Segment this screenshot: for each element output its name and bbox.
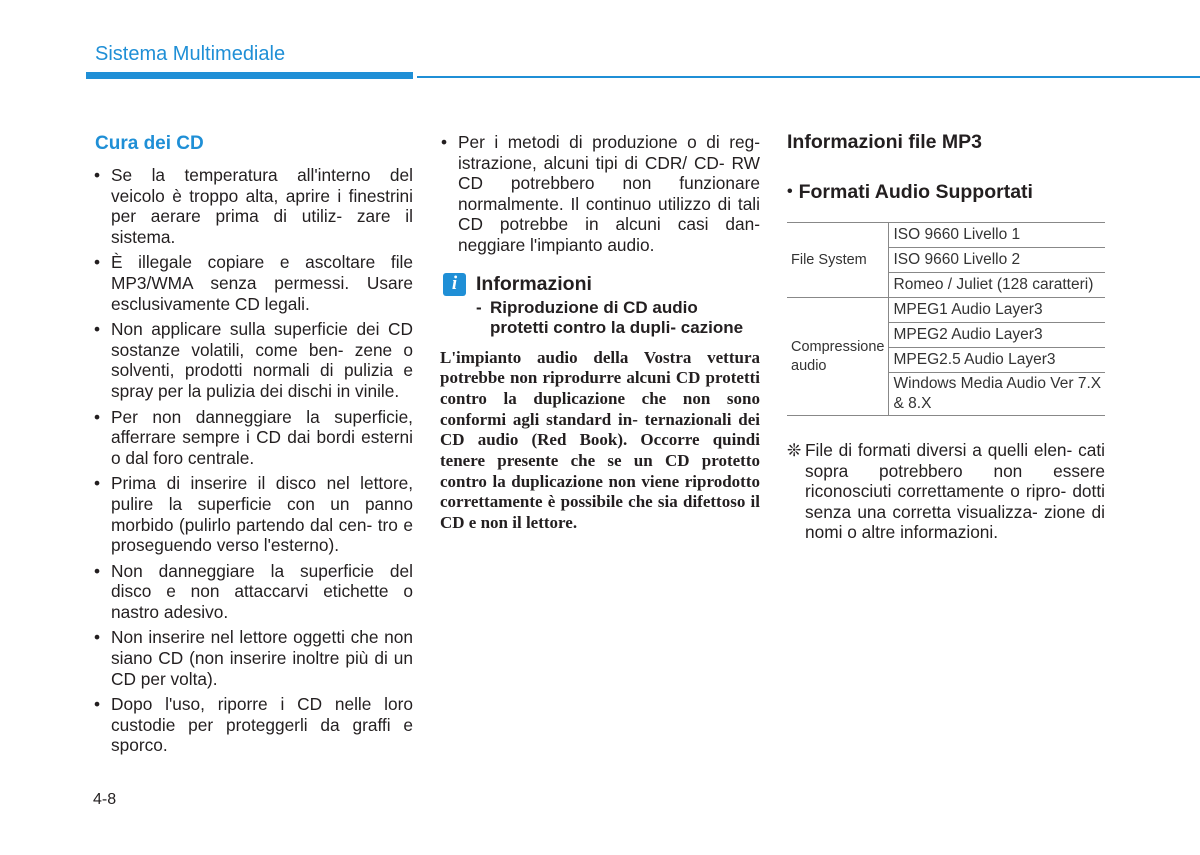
list-item: • È illegale copiare e ascoltare file MP3/WMA senza permessi. Usare esclusivamente CD legali. [93,252,413,314]
info-subtitle: Riproduzione di CD audio protetti contro la dupli- cazione [490,297,744,338]
table-category-cell: File System [787,223,888,298]
list-item: • Per non danneggiare la superficie, afferrare sempre i CD dai bordi esterni o dal foro centrale. [93,407,413,469]
formats-heading [787,180,1105,204]
table-row [787,298,1105,323]
cd-care-list [93,165,413,756]
column-right [787,132,1105,543]
list-item: • Non inserire nel lettore oggetti che non siano CD (non inserire inoltre più di un CD per volta). [93,627,413,689]
list-item: • Se la temperatura all'interno del veicolo è troppo alta, aprire i finestrini per aerare prima di utiliz- zare il sistema. [93,165,413,247]
list-item: • Non danneggiare la superficie del disco e non attaccarvi etichette o nastro adesivo. [93,561,413,623]
format-note-text: File di formati diversi a quelli elen- cati sopra potrebbero non essere riconosciuti correttamente o ripro- dotti senza una corretta visualizza- zione di nomi o altre informazioni. [805,440,1105,543]
format-note [787,440,1105,543]
table-category-cell: Compressione audio [787,298,888,416]
cd-care-heading: Cura dei CD [95,133,204,154]
list-item: • Prima di inserire il disco nel lettore, pulire la superficie con un panno morbido (pulirlo partendo dal cen- tro e proseguendo verso l'esterno). [93,473,413,555]
table-cell: Romeo / Juliet (128 caratteri) [888,273,1105,298]
header-rule-thick [86,72,413,79]
list-item: • Per i metodi di produzione o di reg- istrazione, alcuni tipi di CDR/ CD- RW CD potrebbero non funzionare normalmente. Il continuo utilizzo di tali CD potrebbe in alcuni casi dan- neggiare l'impianto audio. [440,132,760,256]
cd-care-list-continued [440,132,760,256]
column-left [93,132,413,761]
info-title: Informazioni [476,272,592,295]
formats-heading-label: Formati Audio Supportati [798,181,1033,203]
list-item: • Dopo l'uso, riporre i CD nelle loro custodie per proteggerli da graffi e sporco. [93,694,413,756]
table-cell: ISO 9660 Livello 2 [888,248,1105,273]
table-row [787,223,1105,248]
table-cell: MPEG2 Audio Layer3 [888,323,1105,348]
table-cell: MPEG1 Audio Layer3 [888,298,1105,323]
table-cell: Windows Media Audio Ver 7.X & 8.X [888,373,1105,416]
page-number: 4-8 [93,791,117,808]
dash-marker: - [476,297,482,317]
section-title: Sistema Multimediale [95,43,286,65]
info-body: L'impianto audio della Vostra vettura potrebbe non riprodurre alcuni CD protetti contro la duplicazione che non sono conformi agli standard in- ternazionali dei CD audio (Red Book). Occorre quindi tenere presente che se un CD protetto contro la duplicazione non viene riprodotto correttamente è possibile che sia difettoso il CD e non il lettore. [440,347,760,533]
mp3-heading: Informazioni file MP3 [787,131,983,153]
table-cell: ISO 9660 Livello 1 [888,223,1105,248]
list-item: • Non applicare sulla superficie dei CD sostanze volatili, come ben- zene o solventi, prodotti normali di pulizia e spray per la pulizia dei dischi in vinile. [93,319,413,401]
table-cell: MPEG2.5 Audio Layer3 [888,348,1105,373]
header-rule-thin [417,76,1200,78]
info-icon: i [443,273,466,296]
formats-table [787,222,1105,416]
info-header [440,273,760,296]
info-subtitle-row [476,298,760,339]
column-middle [440,132,760,534]
bullet-icon: • [787,183,793,200]
asterisk-icon: ❊ [787,440,802,460]
